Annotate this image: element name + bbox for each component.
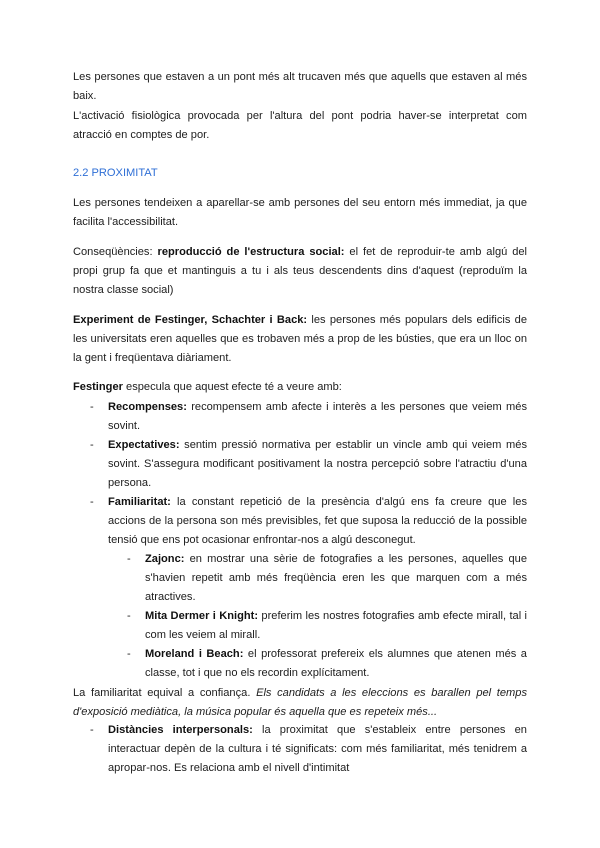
item-text: la proximitat que s'estableix entre persones en interactuar depèn de la cultura i té significats: com més familiaritat, més tenidrem a apropar-nos. Es relaciona amb el nivell d'intimitat (108, 724, 527, 775)
festinger-text: especula que aquest efecte té a veure amb: (122, 381, 342, 393)
subitem-bold: Mita Dermer i Knight: (145, 610, 259, 622)
subitem-text: el professorat prefereix els alumnes que atenen més a classe, tot i que no els recordin explícitament. (145, 648, 527, 680)
subitem-text: en mostrar una sèrie de fotografies a les persones, aquelles que s'havien repetit amb més freqüència eren les que marquen com a més atractives. (145, 553, 527, 604)
bullet-dash: - (127, 648, 131, 660)
item-text: sentim pressió normativa per establir un vincle amb qui veiem més sovint. S'assegura modificant positivament la nostra percepció sobre l'atractiu d'una persona. (108, 439, 527, 490)
consequencies-bold: reproducció de l'estructura social: (157, 246, 345, 258)
sublist-item-zajonc (127, 550, 527, 608)
consequencies-prefix: Conseqüències: (73, 246, 158, 258)
item-bold: Familiaritat: (108, 496, 171, 508)
subitem-bold: Zajonc: (145, 553, 185, 565)
item-bold: Recompenses: (108, 401, 187, 413)
item-bold: Distàncies interpersonals: (108, 724, 253, 736)
sublist-item-mita-dermer-knight (127, 607, 527, 645)
festinger-bold: Festinger (73, 381, 123, 393)
consequencies-text: el fet de reproduir-te amb algú del propi grup fa que et mantinguis a tu i als teus descendents dins d'aquest (reproduïm la nostra classe social) (73, 246, 528, 297)
item-text: recompensem amb afecte i interès a les persones que veiem més sovint. (108, 401, 527, 433)
experiment-bold: Experiment de Festinger, Schachter i Back: (73, 314, 308, 326)
item-text: la constant repetició de la presència d'algú ens fa creure que les accions de la persona son més previsibles, fet que suposa la reducció de la possible tensió que ens pot ocasionar enfrontar-nos a algú desconegut. (108, 496, 527, 547)
intro-paragraph-2: L'activació fisiològica provocada per l'altura del pont podria haver-se interpretat com atracció en comptes de por. (73, 110, 527, 142)
experiment-text: les persones més populars dels edificis de les universitats eren aquelles que es trobaven més a prop de les bústies, que era un lloc on la gent i freqüentava diàriament. (73, 314, 527, 365)
festinger-paragraph (73, 378, 527, 397)
section-heading: 2.2 PROXIMITAT (73, 167, 158, 179)
bullet-dash: - (127, 610, 131, 622)
consequencies-paragraph (73, 243, 527, 301)
list-item-distancies (90, 721, 527, 779)
intro-paragraph-1: Les persones que estaven a un pont més alt trucaven més que aquells que estaven al més baix. (73, 71, 527, 103)
subitem-text: preferim les nostres fotografies amb efecte mirall, tal i com les veiem al mirall. (145, 610, 527, 642)
familiaritat-italic: Els candidats a les eleccions es barallen pel temps d'exposició mediàtica, la música popular és aquella que es repeteix més... (73, 687, 527, 719)
list-item-familiaritat (90, 493, 527, 551)
subitem-bold: Moreland i Beach: (145, 648, 244, 660)
bullet-dash: - (90, 439, 94, 451)
familiaritat-text: La familiaritat equival a confiança. (73, 687, 257, 699)
list-item-recompenses (90, 398, 527, 436)
bullet-dash: - (90, 496, 94, 508)
item-bold: Expectatives: (108, 439, 180, 451)
list-item-expectatives (90, 436, 527, 494)
sublist-item-moreland-beach (127, 645, 527, 683)
familiaritat-paragraph (73, 684, 527, 722)
proximitat-paragraph: Les persones tendeixen a aparellar-se amb persones del seu entorn més immediat, ja que facilita l'accessibilitat. (73, 197, 527, 229)
experiment-paragraph (73, 311, 527, 369)
bullet-dash: - (90, 724, 94, 736)
bullet-dash: - (127, 553, 131, 565)
bullet-dash: - (90, 401, 94, 413)
